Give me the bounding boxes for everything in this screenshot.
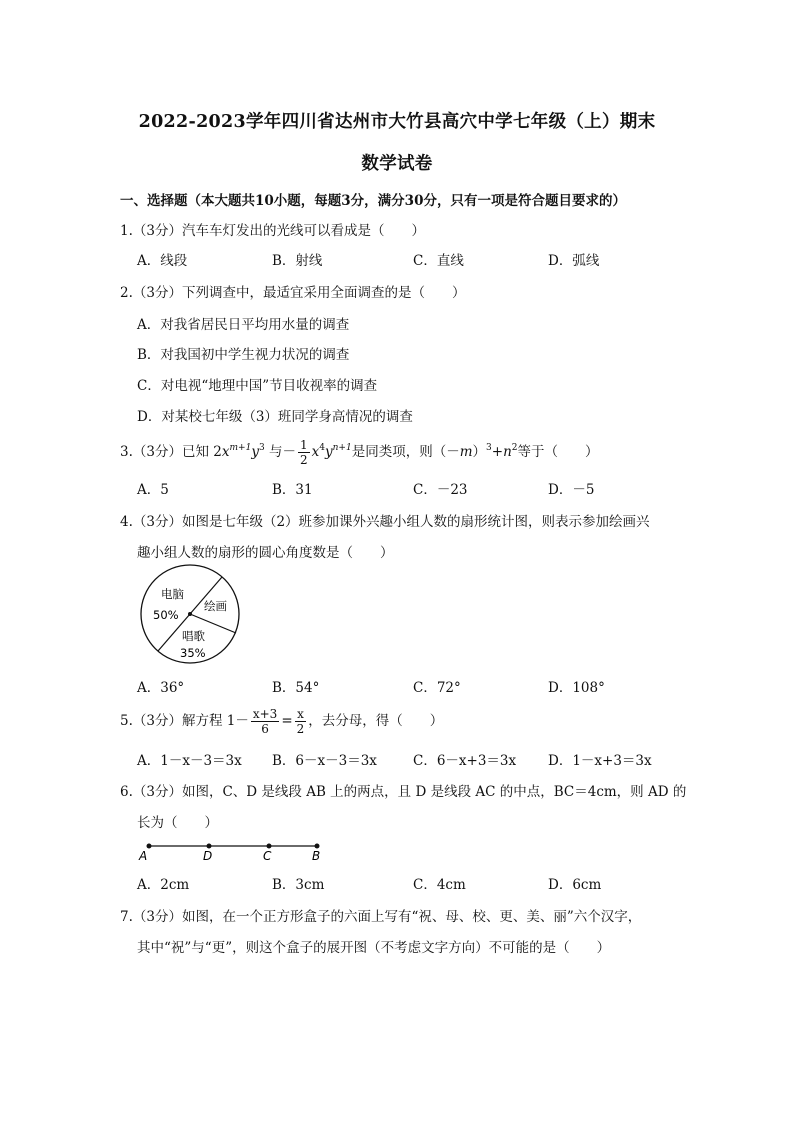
q5-frac1-num: x+3 — [252, 707, 278, 721]
q3-m: m — [459, 444, 473, 460]
q3-term1-y: y — [251, 444, 259, 460]
q5-frac2-num: x — [295, 707, 307, 722]
question-4-stem-line1: 4.（3分）如图是七年级（2）班参加课外兴趣小组人数的扇形统计图，则表示参加绘画兴 — [120, 514, 650, 530]
q3-tail2: ） — [472, 444, 487, 460]
point-b — [315, 844, 320, 849]
pie-pct-singing: 35% — [180, 646, 206, 660]
q3-end: 等于（ ） — [517, 444, 599, 460]
q3-prefix: 3.（3分）已知 — [120, 444, 209, 460]
question-5-stem — [120, 707, 680, 736]
q3-term2-x-exp: 4 — [319, 443, 325, 453]
q3-term2-y-exp: n+1 — [332, 443, 352, 453]
q2-option-a: A．对我省居民日平均用水量的调查 — [137, 317, 350, 333]
q6-option-c: C．4cm — [413, 877, 466, 893]
q4-option-d: D．108° — [548, 680, 605, 696]
q3-frac-den: 2 — [299, 453, 308, 467]
q3-exp2: 2 — [511, 443, 518, 453]
question-2-stem: 2.（3分）下列调查中，最适宜采用全面调查的是（ ） — [120, 285, 466, 301]
q3-fraction — [298, 438, 310, 467]
exam-title-line1: 2022-2023学年四川省达州市大竹县高穴中学七年级（上）期末 — [138, 112, 656, 132]
question-1-options — [137, 249, 697, 269]
q3-plus: + — [491, 444, 504, 460]
pie-chart-figure — [135, 563, 245, 673]
question-1-stem: 1.（3分）汽车车灯发出的光线可以看成是（ ） — [120, 223, 425, 239]
question-5-options — [137, 749, 697, 769]
question-4-stem-line2: 趣小组人数的扇形的圆心角度数是（ ） — [137, 545, 394, 561]
q3-mid: 与－ — [268, 444, 296, 460]
q3-term1-x: x — [221, 444, 230, 460]
question-7-stem-line2: 其中“祝”与“更”，则这个盒子的展开图（不考虑文字方向）不可能的是（ ） — [137, 940, 611, 956]
q1-option-c: C．直线 — [413, 253, 464, 269]
q3-term1-x-exp: m+1 — [229, 443, 252, 453]
q5-option-d: D．1－x+3＝3x — [548, 753, 652, 769]
question-4-options — [137, 676, 697, 696]
q4-option-a: A．36° — [137, 680, 185, 696]
q3-term2-y: y — [324, 444, 333, 460]
question-3-stem — [120, 438, 680, 467]
q5-option-c: C．6－x+3＝3x — [413, 753, 517, 769]
q3-option-d: D．－5 — [548, 482, 595, 498]
q6-option-b: B．3cm — [272, 877, 325, 893]
pie-label-singing: 唱歌 — [182, 629, 205, 643]
segment-figure — [136, 838, 336, 866]
q3-tail: 是同类项，则（－ — [351, 444, 460, 460]
pie-pct-computer: 50% — [153, 608, 179, 622]
label-c: C — [263, 849, 272, 863]
label-a: A — [139, 849, 148, 863]
q2-option-d: D．对某校七年级（3）班同学身高情况的调查 — [137, 409, 413, 425]
q1-option-d: D．弧线 — [548, 253, 600, 269]
label-d: D — [203, 849, 213, 863]
q3-n: n — [503, 444, 512, 460]
question-3-options — [137, 478, 697, 498]
q5-prefix: 5.（3分）解方程 1－ — [120, 713, 249, 729]
pie-label-computer: 电脑 — [161, 587, 184, 601]
pie-center — [188, 612, 192, 616]
q5-fraction-2 — [295, 707, 307, 736]
q3-frac-num: 1 — [299, 438, 308, 452]
point-c — [267, 844, 272, 849]
q6-option-d: D．6cm — [548, 877, 602, 893]
q5-option-b: B．6－x－3＝3x — [272, 753, 377, 769]
question-7-stem-line1: 7.（3分）如图，在一个正方形盒子的六面上写有“祝、母、校、更、美、丽”六个汉字， — [120, 909, 642, 925]
question-6-stem-line2: 长为（ ） — [137, 815, 218, 831]
q3-term2-x: x — [311, 444, 320, 460]
q3-option-c: C．－23 — [413, 482, 468, 498]
exam-title-line2: 数学试卷 — [361, 154, 433, 174]
label-b: B — [312, 849, 321, 863]
q5-frac1-den: 6 — [261, 722, 269, 736]
q1-option-a: A．线段 — [137, 253, 188, 269]
section-heading: 一、选择题（本大题共10小题，每题3分，满分30分，只有一项是符合题目要求的） — [120, 193, 626, 209]
q3-term1-coef: 2 — [213, 444, 222, 460]
q3-option-b: B．31 — [272, 482, 313, 498]
question-6-options — [137, 873, 697, 893]
q5-frac2-den: 2 — [296, 722, 305, 736]
q5-option-a: A．1－x－3＝3x — [137, 753, 242, 769]
q2-option-b: B．对我国初中学生视力状况的调查 — [137, 347, 350, 363]
q5-fraction-1 — [251, 707, 279, 736]
q2-option-c: C．对电视“地理中国”节目收视率的调查 — [137, 378, 378, 394]
q6-option-a: A．2cm — [137, 877, 190, 893]
q3-exp3: 3 — [486, 443, 492, 453]
q5-tail: ，去分母，得（ ） — [308, 713, 444, 729]
q3-term1-y-exp: 3 — [258, 443, 265, 453]
q3-option-a: A．5 — [137, 482, 169, 498]
point-d — [207, 844, 212, 849]
question-6-stem-line1: 6.（3分）如图，C、D 是线段 AB 上的两点，且 D 是线段 AC 的中点，BC＝4cm，则 AD 的 — [120, 784, 687, 800]
q4-option-b: B．54° — [272, 680, 320, 696]
point-a — [147, 844, 152, 849]
q5-equals: = — [281, 713, 293, 729]
q4-option-c: C．72° — [413, 680, 461, 696]
q1-option-b: B．射线 — [272, 253, 323, 269]
pie-label-painting: 绘画 — [204, 599, 227, 613]
